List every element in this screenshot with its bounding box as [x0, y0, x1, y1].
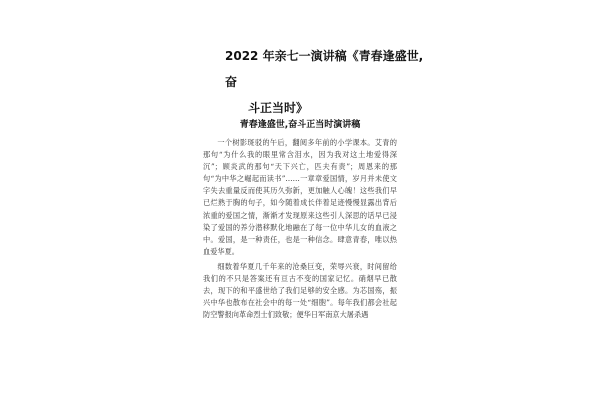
body-paragraph-2: 细数着华夏几千年来的沧桑巨变，荣辱兴衰，时间留给我们的不只是答案还有亘古不变的国家记忆。硝烟早已散去，现下的和平盛世给了我们足够的安全感。为芯国殇，振兴中华也散布在社会中的每一处“细胞”。每年我们都会社起防空警报向革命烈士们致敬；便华日军南京大屠杀遇 — [203, 261, 397, 320]
body-paragraph-1: 一个树影斑驳的午后，翻阅多年前的小学课本。艾青的那句“为什么我的眼里常含泪水，因为我对这土地爱得深沉”；顾炎武的那句“天下兴亡，匹夫有责”；周恩来的那句“为中华之崛起而读书”……一章章爱国情，岁月并未使文字失去重量反而使其历久弥新，更加触人心魄！这些我们早已烂熟于胸的句子，如今随着成长伴着足迹慢慢显露出背后浓重的爱国之情，渐渐才发现原来这些引人深思的话早已浸染了爱国的养分潜移默化地融在了每一位中华儿女的血液之中。爱国，是一种责任，也是一种信念。肆意青春，唯以热血爱华夏。 — [203, 138, 397, 256]
speech-subtitle: 青春逢盛世,奋斗正当时演讲稿 — [239, 120, 361, 130]
document-title-line-2: 斗正当时》 — [248, 101, 309, 115]
speech-body — [203, 137, 397, 321]
document-title-line-1: 2022 年亲七一演讲稿《青春逢盛世,奋 — [225, 49, 424, 89]
document-title — [225, 43, 425, 121]
